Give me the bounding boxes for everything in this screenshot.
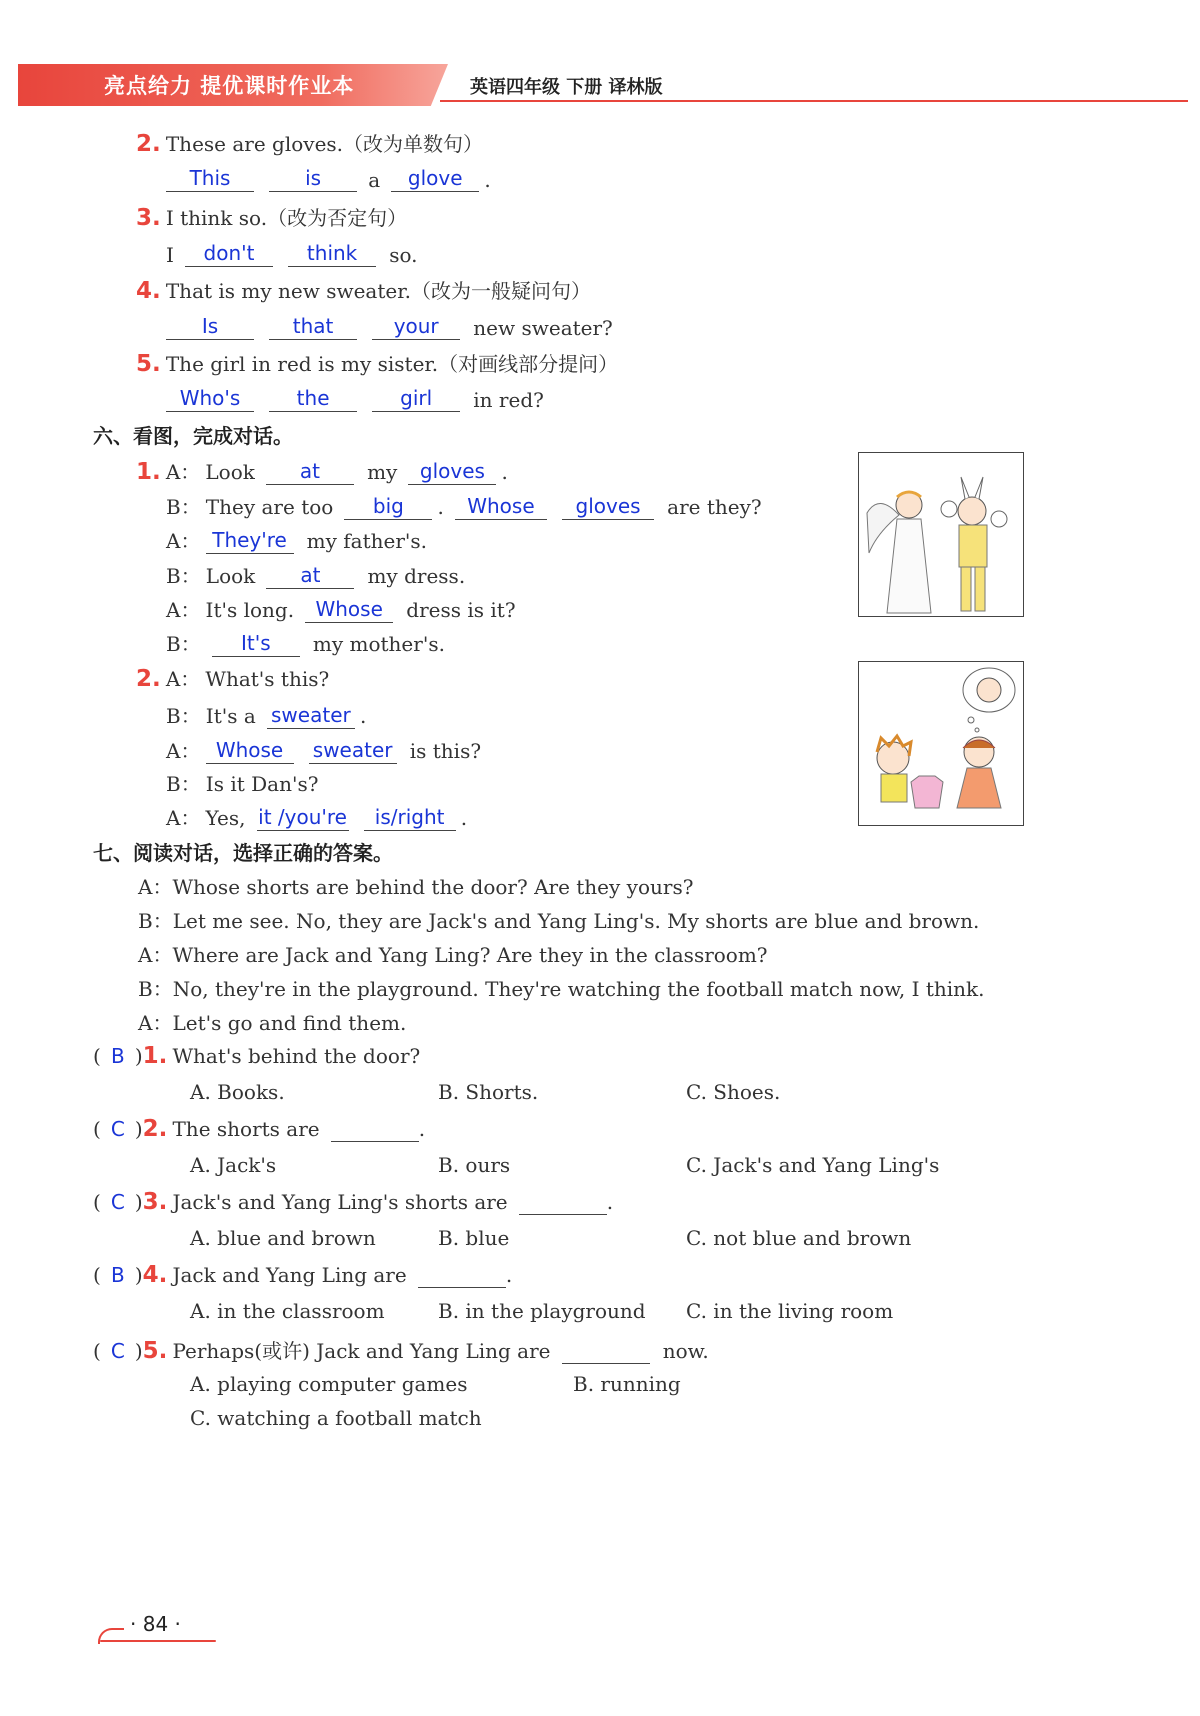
- speaker: B：: [166, 632, 201, 656]
- static-text: .: [460, 806, 468, 830]
- option-b: B. in the playground: [438, 1299, 646, 1323]
- speaker: B：: [166, 772, 201, 796]
- dialogue-text: No, they're in the playground. They're watching the football match now, I think.: [172, 977, 985, 1001]
- static-text: so.: [389, 243, 418, 267]
- static-text: Yes,: [205, 806, 246, 830]
- speaker: A：: [165, 460, 201, 484]
- static-text: .: [359, 704, 367, 728]
- dialogue-line: [138, 973, 985, 1002]
- chosen-answer: C: [110, 1190, 125, 1214]
- answer-blank: This: [166, 165, 254, 192]
- dialog-6-1-line4: [166, 560, 465, 589]
- speaker: A：: [166, 806, 201, 830]
- question-text: The shorts are: [172, 1117, 320, 1141]
- fill-blank: [331, 1119, 419, 1142]
- option-a: A. Books.: [190, 1080, 285, 1104]
- question-text: What's behind the door?: [172, 1044, 421, 1068]
- question-text: Jack's and Yang Ling's shorts are: [172, 1190, 508, 1214]
- mc-question-2: ( C )2. The shorts are .: [93, 1116, 426, 1142]
- fill-blank: [519, 1192, 607, 1215]
- answer-blank: gloves: [562, 493, 654, 520]
- speaker: A：: [138, 943, 173, 967]
- speaker: A：: [165, 667, 201, 691]
- question-prompt: The girl in red is my sister.（对画线部分提问）: [165, 352, 619, 376]
- speaker: B：: [166, 564, 201, 588]
- static-text: .: [505, 1263, 513, 1287]
- question-number: 3.: [136, 205, 161, 231]
- answer-blank: the: [269, 385, 357, 412]
- answer-blank: don't: [185, 240, 273, 267]
- fill-blank: [562, 1341, 650, 1364]
- dialog-6-2-line4: [166, 768, 318, 797]
- mc-question-3: ( C )3. Jack's and Yang Ling's shorts are .: [93, 1189, 614, 1215]
- dialog-6-1-line5: [166, 594, 516, 623]
- speaker: A：: [138, 875, 173, 899]
- static-text: are they?: [667, 495, 762, 519]
- answer-blank: Is: [166, 313, 254, 340]
- dialog-6-2-line5: [166, 802, 467, 831]
- question-number: 1.: [136, 459, 161, 485]
- question-number: 2.: [142, 1116, 168, 1142]
- static-text: in red?: [473, 388, 544, 412]
- static-text: .: [418, 1117, 426, 1141]
- static-text: a: [368, 168, 381, 192]
- answer-blank: Whose: [305, 596, 393, 623]
- option-c: C. Shoes.: [686, 1080, 781, 1104]
- fill-blank: [418, 1265, 506, 1288]
- question-prompt: That is my new sweater.（改为一般疑问句）: [165, 279, 591, 303]
- option-a: A. blue and brown: [190, 1226, 376, 1250]
- static-text: They are too: [205, 495, 334, 519]
- chosen-answer: C: [110, 1117, 125, 1141]
- dialog-6-2-line1: [136, 663, 329, 692]
- answer-blank: sweater: [267, 702, 355, 729]
- answer-blank: glove: [391, 165, 479, 192]
- header-title: 亮点给力 提优课时作业本: [104, 74, 355, 98]
- answer-blank: your: [372, 313, 460, 340]
- speaker: A：: [138, 1011, 173, 1035]
- question-number: 3.: [142, 1189, 168, 1215]
- dialogue-text: Whose shorts are behind the door? Are they yours?: [172, 875, 694, 899]
- answer-blank: is: [269, 165, 357, 192]
- static-text: .: [437, 495, 444, 519]
- dialog-6-2-line3: [166, 735, 481, 764]
- dialogue-line: [138, 1007, 406, 1036]
- illustration-angel-and-bunny: [858, 452, 1024, 617]
- option-a: A. Jack's: [190, 1153, 277, 1177]
- static-text: It's long.: [205, 598, 295, 622]
- static-text: Look: [205, 460, 255, 484]
- option-b: B. running: [573, 1372, 681, 1396]
- static-text: my dress.: [367, 564, 466, 588]
- dialog-6-2-line2: [166, 700, 366, 729]
- static-text: .: [484, 168, 491, 192]
- answer-line-5-2: [166, 165, 491, 192]
- static-text: .: [606, 1190, 614, 1214]
- mc-question-1: ( B )1. What's behind the door?: [93, 1043, 421, 1069]
- question-number: 5.: [142, 1338, 168, 1364]
- answer-blank: at: [266, 458, 354, 485]
- mc-question-5: ( C )5. Perhaps(或许) Jack and Yang Ling are now.: [93, 1338, 709, 1364]
- section-7-heading: 七、阅读对话，选择正确的答案。: [93, 841, 393, 865]
- answer-blank: sweater: [309, 737, 397, 764]
- speaker: B：: [138, 977, 173, 1001]
- option-b: B. Shorts.: [438, 1080, 539, 1104]
- option-a: A. in the classroom: [190, 1299, 385, 1323]
- static-text: Look: [205, 564, 256, 588]
- static-text: What's this?: [205, 667, 330, 691]
- dialogue-line: [138, 905, 979, 934]
- static-text: new sweater?: [473, 316, 613, 340]
- option-c: C. watching a football match: [190, 1406, 482, 1430]
- question-number: 2.: [136, 131, 161, 157]
- answer-line-5-3: [166, 240, 418, 267]
- answer-blank: is/right: [364, 804, 456, 831]
- answer-line-5-5: [166, 385, 544, 412]
- header-rule: [440, 100, 1188, 102]
- question-text: Perhaps(或许) Jack and Yang Ling are: [172, 1339, 551, 1363]
- speaker: B：: [166, 704, 201, 728]
- question-5-5: [136, 348, 618, 377]
- angel-bunny-drawing: [859, 453, 1023, 616]
- answer-blank: Who's: [166, 385, 254, 412]
- answer-blank: big: [344, 493, 432, 520]
- answer-blank: girl: [372, 385, 460, 412]
- speaker: A：: [166, 598, 201, 622]
- dialog-6-1-line3: [166, 525, 427, 554]
- answer-blank: gloves: [408, 458, 496, 485]
- chosen-answer: C: [110, 1339, 125, 1363]
- dialogue-line: [138, 871, 693, 900]
- answer-blank: Whose: [206, 737, 294, 764]
- question-number: 4.: [142, 1262, 168, 1288]
- option-b: B. blue: [438, 1226, 510, 1250]
- answer-blank: think: [288, 240, 376, 267]
- question-5-4: [136, 275, 591, 304]
- speaker: A：: [166, 529, 201, 553]
- boy-girl-drawing: [859, 662, 1023, 825]
- page-number: · 84 ·: [130, 1612, 181, 1636]
- answer-blank: that: [269, 313, 357, 340]
- chosen-answer: B: [110, 1044, 125, 1068]
- header-subtitle: 英语四年级 下册 译林版: [470, 77, 663, 98]
- answer-line-5-4: [166, 313, 613, 340]
- static-text: dress is it?: [406, 598, 516, 622]
- question-number: 2.: [136, 666, 161, 692]
- section-6-heading: 六、看图，完成对话。: [93, 424, 293, 448]
- speaker: A：: [166, 739, 201, 763]
- dialogue-line: [138, 939, 768, 968]
- dialogue-text: Let me see. No, they are Jack's and Yang Ling's. My shorts are blue and brown.: [172, 909, 980, 933]
- static-text: is this?: [409, 739, 482, 763]
- speaker: B：: [166, 495, 201, 519]
- option-c: C. in the living room: [686, 1299, 894, 1323]
- dialogue-text: Where are Jack and Yang Ling? Are they in the classroom?: [172, 943, 768, 967]
- question-prompt: These are gloves.（改为单数句）: [165, 132, 484, 156]
- question-number: 1.: [142, 1043, 168, 1069]
- option-a: A. playing computer games: [190, 1372, 468, 1396]
- answer-blank: at: [266, 562, 354, 589]
- static-text: my mother's.: [312, 632, 445, 656]
- dialog-6-1-line2: [166, 491, 762, 520]
- static-text: my: [367, 460, 398, 484]
- option-c: C. Jack's and Yang Ling's: [686, 1153, 940, 1177]
- answer-blank: They're: [206, 527, 294, 554]
- static-text: Is it Dan's?: [205, 772, 319, 796]
- static-text: now.: [662, 1339, 709, 1363]
- question-prompt: I think so.（改为否定句）: [165, 206, 408, 230]
- answer-blank: It's: [212, 630, 300, 657]
- question-number: 5.: [136, 351, 161, 377]
- static-text: my father's.: [306, 529, 428, 553]
- static-text: .: [501, 460, 508, 484]
- speaker: B：: [138, 909, 173, 933]
- chosen-answer: B: [110, 1263, 125, 1287]
- question-number: 4.: [136, 278, 161, 304]
- dialog-6-1-line6: [166, 628, 445, 657]
- dialogue-text: Let's go and find them.: [172, 1011, 407, 1035]
- question-5-3: [136, 202, 407, 231]
- footer-rule: [100, 1640, 216, 1642]
- static-text: It's a: [205, 704, 256, 728]
- question-text: Jack and Yang Ling are: [172, 1263, 407, 1287]
- illustration-boy-girl-sweater: [858, 661, 1024, 826]
- dialog-6-1-line1: [136, 456, 508, 485]
- mc-question-4: ( B )4. Jack and Yang Ling are .: [93, 1262, 513, 1288]
- option-c: C. not blue and brown: [686, 1226, 912, 1250]
- option-b: B. ours: [438, 1153, 511, 1177]
- answer-blank: it /you're: [258, 805, 347, 829]
- static-text: I: [166, 243, 174, 267]
- question-5-2: [136, 128, 483, 157]
- answer-blank: Whose: [455, 493, 547, 520]
